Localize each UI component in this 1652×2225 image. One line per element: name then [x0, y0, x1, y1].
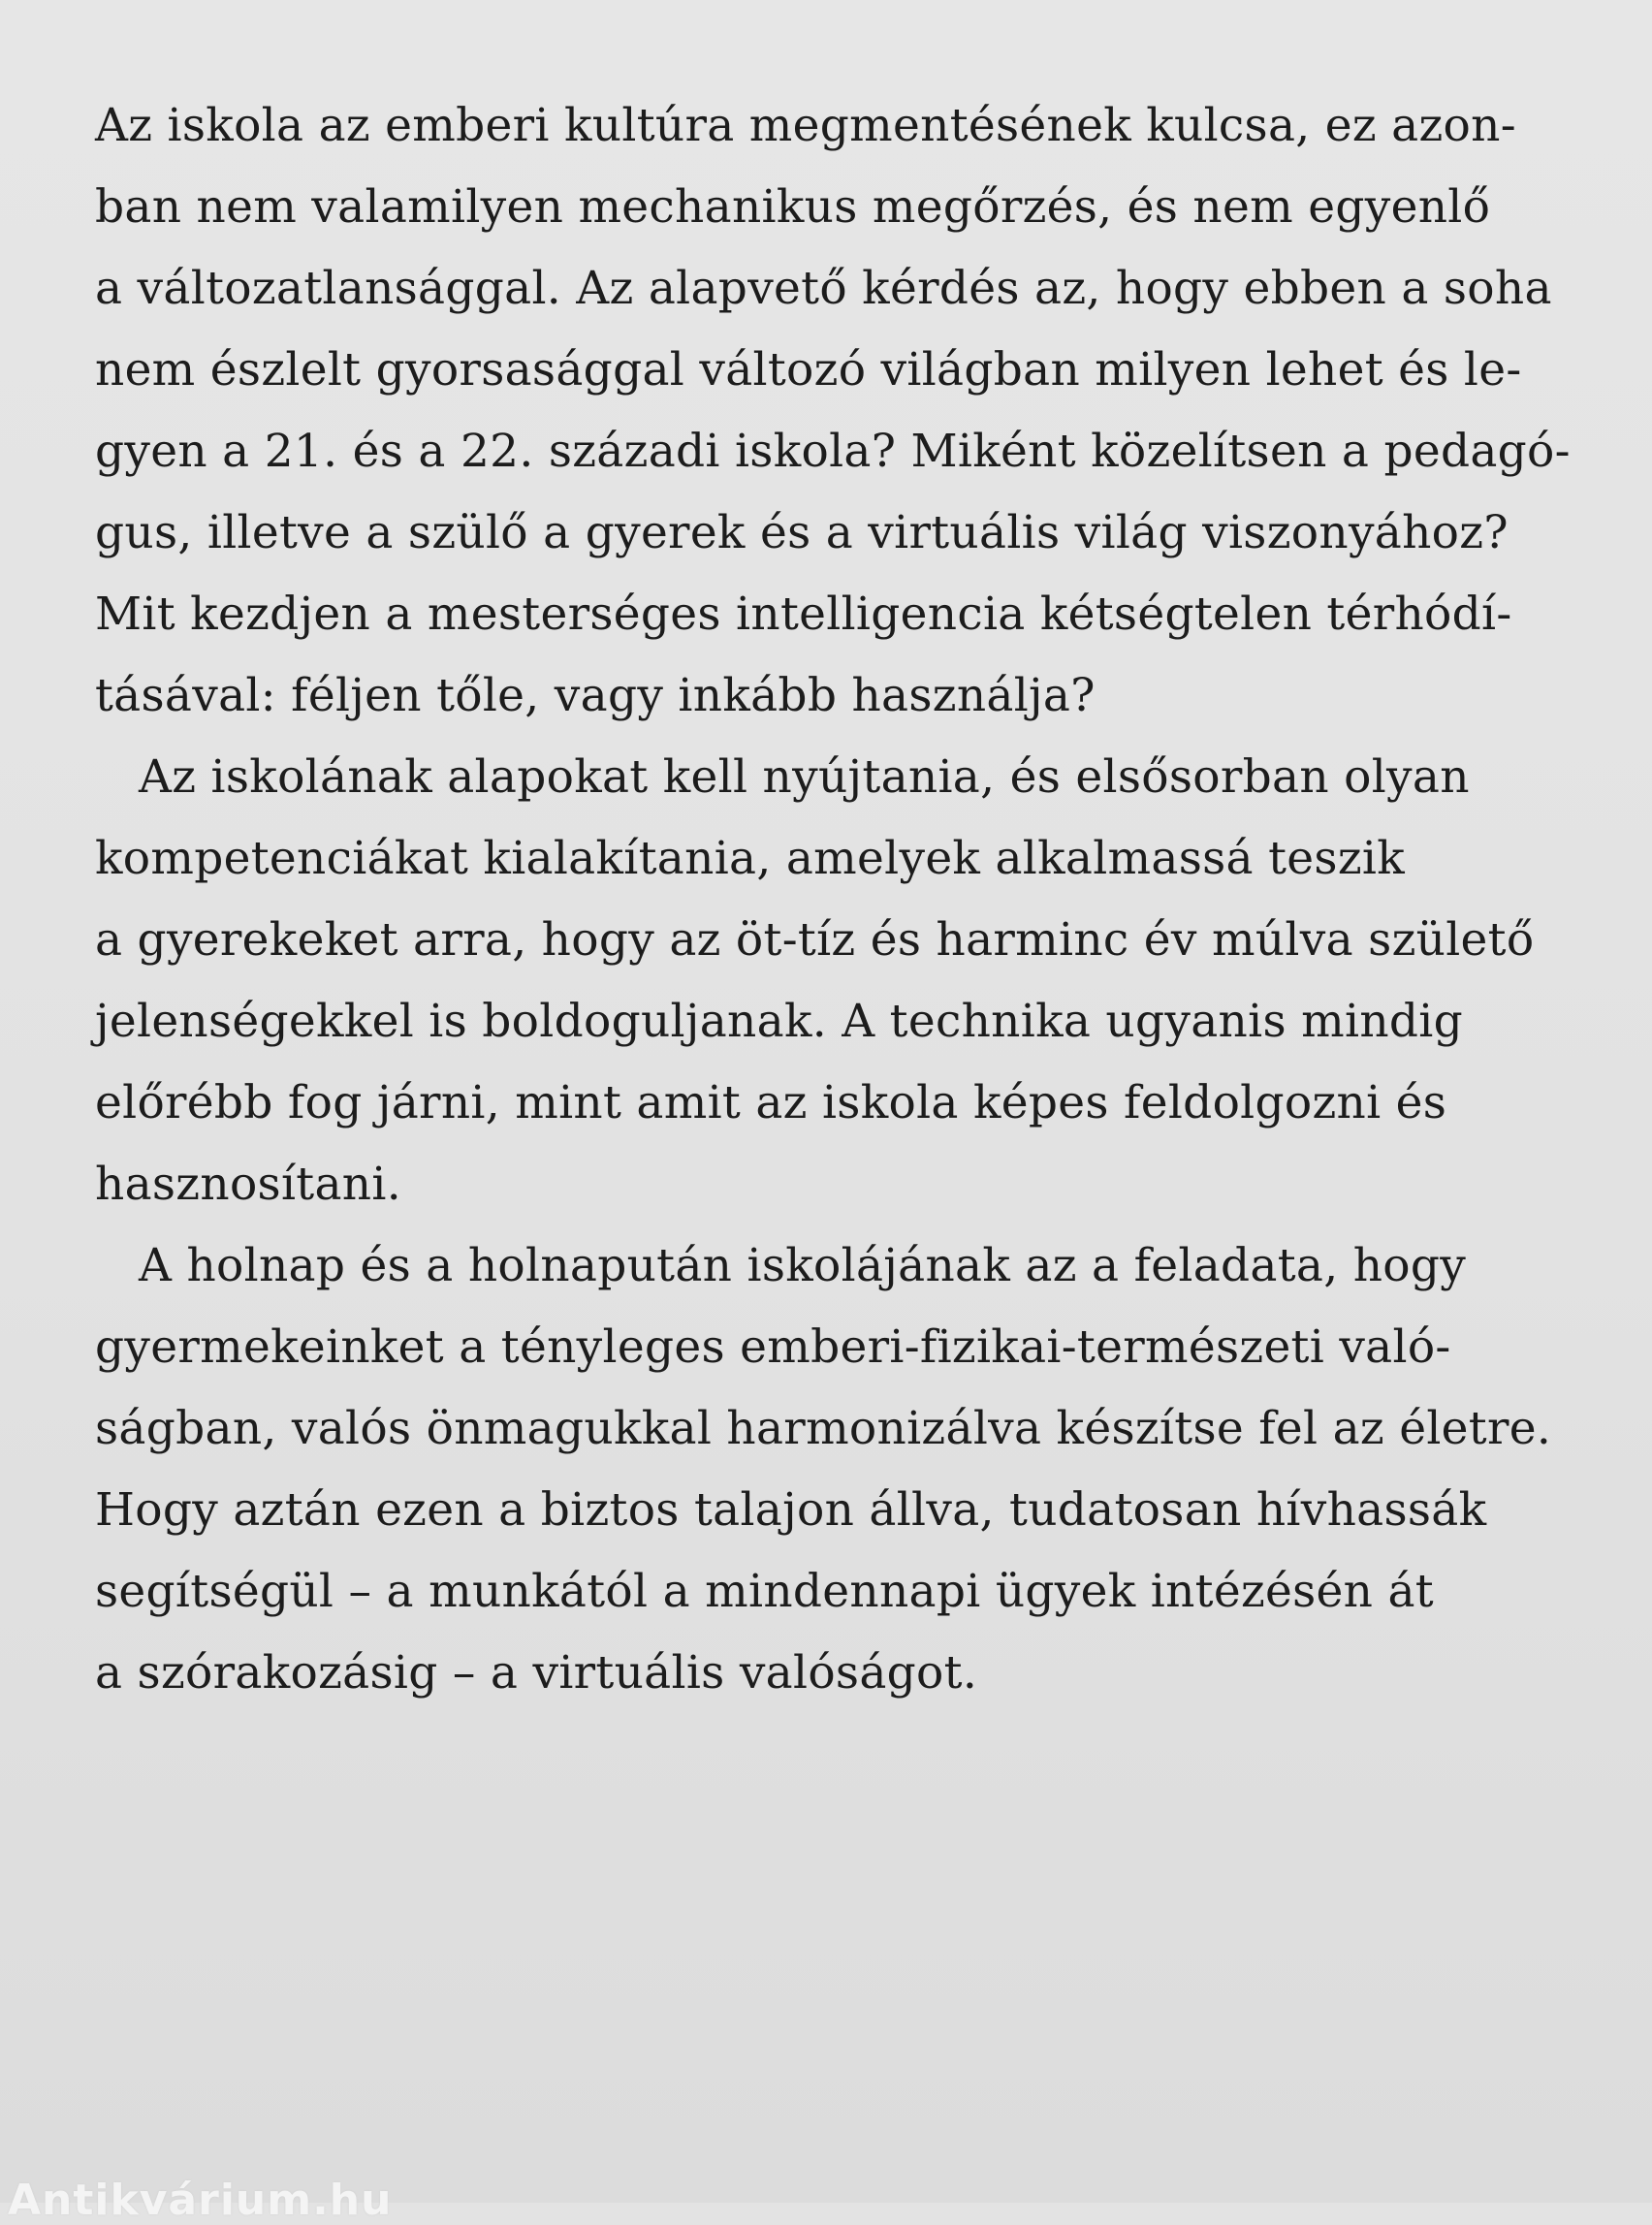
text-line: gyermekeinket a tényleges emberi-fizikai-természeti való- [95, 1320, 1451, 1374]
paragraph-1 [95, 85, 1598, 737]
text-line: jelenségekkel is boldoguljanak. A technika ugyanis mindig [95, 995, 1463, 1048]
text-line: Hogy aztán ezen a biztos talajon állva, tudatosan hívhassák [95, 1483, 1487, 1537]
body-text [95, 85, 1598, 1714]
text-line: gus, illetve a szülő a gyerek és a virtuális világ viszonyához? [95, 506, 1509, 559]
paragraph-3 [95, 1225, 1598, 1714]
text-line: ságban, valós önmagukkal harmonizálva készítse fel az életre. [95, 1402, 1552, 1455]
text-line: tásával: féljen tőle, vagy inkább használja? [95, 669, 1096, 722]
text-line: Mit kezdjen a mesterséges intelligencia kétségtelen térhódí- [95, 588, 1512, 641]
text-line: gyen a 21. és a 22. századi iskola? Miként közelítsen a pedagó- [95, 425, 1571, 478]
watermark: Antikvárium.hu [8, 2176, 393, 2225]
text-line: A holnap és a holnapután iskolájának az a feladata, hogy [139, 1239, 1467, 1292]
text-line: hasznosítani. [95, 1158, 401, 1211]
text-line: előrébb fog járni, mint amit az iskola képes feldolgozni és [95, 1076, 1447, 1129]
paragraph-2 [95, 737, 1598, 1225]
text-line: ban nem valamilyen mechanikus megőrzés, és nem egyenlő [95, 180, 1491, 234]
text-line: kompetenciákat kialakítania, amelyek alkalmassá teszik [95, 832, 1406, 885]
text-line: a szórakozásig – a virtuális valóságot. [95, 1646, 978, 1700]
text-line: a gyerekeket arra, hogy az öt-tíz és harminc év múlva születő [95, 913, 1535, 967]
text-line: Az iskolának alapokat kell nyújtania, és elsősorban olyan [139, 750, 1470, 804]
text-line: Az iskola az emberi kultúra megmentésének kulcsa, ez azon- [95, 99, 1516, 152]
text-line: segítségül – a munkától a mindennapi ügyek intézésén át [95, 1565, 1434, 1618]
text-line: a változatlansággal. Az alapvető kérdés az, hogy ebben a soha [95, 262, 1552, 315]
text-line: nem észlelt gyorsasággal változó világban milyen lehet és le- [95, 343, 1522, 397]
